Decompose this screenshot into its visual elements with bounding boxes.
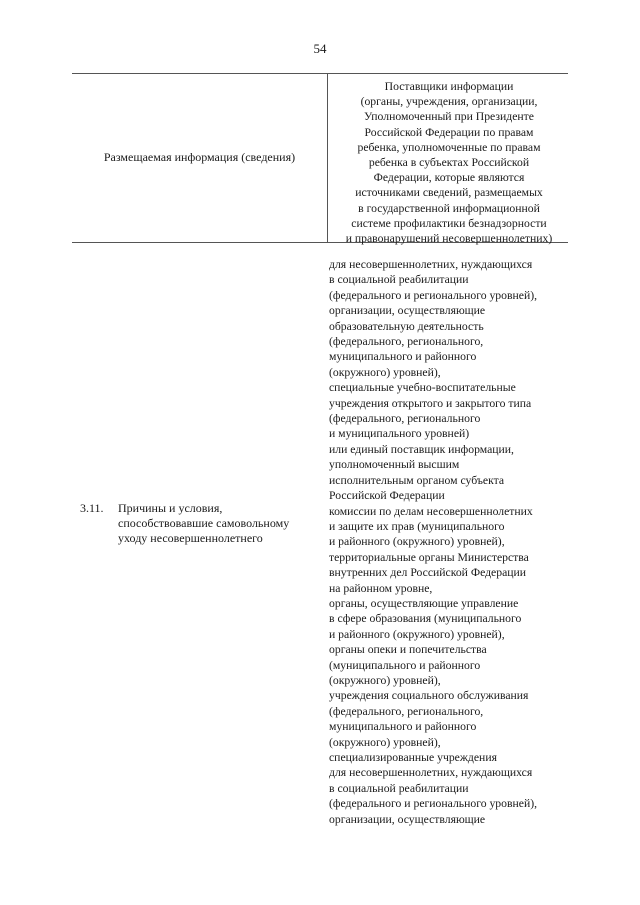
providers-line: и защите их прав (муниципального [329, 519, 505, 533]
providers-line: уполномоченный высшим [329, 458, 460, 472]
item-description-line: Причины и условия, [118, 501, 223, 515]
page-number: 54 [313, 41, 327, 56]
providers-line: в социальной реабилитации [329, 273, 469, 287]
providers-line: органы, осуществляющие управление [329, 596, 519, 610]
providers-line: (окружного) уровней), [329, 735, 441, 749]
providers-line: (окружного) уровней), [329, 673, 441, 687]
providers-line: муниципального и районного [329, 350, 477, 364]
providers-line: учреждения открытого и закрытого типа [329, 396, 532, 410]
header-providers-line: ребенка в субъектах Российской [368, 156, 530, 170]
header-providers-line: системе профилактики безнадзорности [351, 216, 547, 230]
providers-line: в социальной реабилитации [329, 781, 469, 795]
providers-line: организации, осуществляющие [329, 812, 486, 826]
providers-line: (федерального и регионального уровней), [329, 797, 538, 811]
providers-column-body [329, 257, 537, 827]
providers-line: на районном уровне, [329, 581, 433, 595]
providers-line: и районного (окружного) уровней), [329, 627, 505, 641]
providers-line: образовательную деятельность [329, 319, 484, 333]
header-providers-line: Уполномоченный при Президенте [364, 110, 534, 124]
table-top-rule [72, 73, 568, 74]
header-providers-line: в государственной информационной [358, 201, 540, 215]
providers-line: в сфере образования (муниципального [329, 612, 522, 626]
providers-line: учреждения социального обслуживания [329, 689, 529, 703]
item-description [118, 501, 318, 546]
providers-line: (федерального, регионального, [329, 704, 484, 718]
providers-line: комиссии по делам несовершеннолетних [329, 504, 533, 518]
providers-line: (федерального и регионального уровней), [329, 288, 538, 302]
providers-line: территориальные органы Министерства [329, 550, 529, 564]
providers-line: (федерального, регионального [329, 412, 481, 426]
providers-line: организации, осуществляющие [329, 304, 486, 318]
item-number: 3.11. [80, 501, 104, 515]
providers-line: органы опеки и попечительства [329, 643, 487, 657]
header-providers-column [330, 79, 568, 246]
header-providers-line: Федерации, которые являются [373, 171, 525, 185]
providers-line: для несовершеннолетних, нуждающихся [329, 258, 533, 271]
header-providers-line: (органы, учреждения, организации, [360, 95, 538, 109]
providers-line: внутренних дел Российской Федерации [329, 566, 527, 580]
header-providers-line: и правонарушений несовершеннолетних) [345, 232, 553, 246]
providers-line: и районного (окружного) уровней), [329, 535, 505, 549]
item-description-line: уходу несовершеннолетнего [118, 531, 263, 545]
providers-line: специальные учебно-воспитательные [329, 381, 516, 395]
header-column-divider [327, 73, 328, 242]
providers-line: (окружного) уровней), [329, 365, 441, 379]
header-providers-line: Поставщики информации [384, 80, 514, 93]
providers-line: муниципального и районного [329, 720, 477, 734]
providers-line: исполнительным органом субъекта [329, 473, 505, 487]
providers-line: для несовершеннолетних, нуждающихся [329, 766, 533, 780]
providers-line: и муниципального уровней) [329, 427, 470, 441]
header-providers-line: Российской Федерации по правам [364, 125, 534, 139]
providers-line: специализированные учреждения [329, 751, 497, 764]
header-info-column: Размещаемая информация (сведения) [103, 150, 296, 164]
providers-line: Российской Федерации [329, 489, 445, 503]
item-description-line: способствовавшие самовольному [118, 516, 290, 530]
header-providers-line: источниками сведений, размещаемых [355, 186, 543, 200]
providers-line: или единый поставщик информации, [329, 442, 514, 456]
header-providers-line: ребенка, уполномоченные по правам [357, 140, 541, 154]
providers-line: (федерального, регионального, [329, 335, 484, 349]
providers-line: (муниципального и районного [329, 658, 481, 672]
